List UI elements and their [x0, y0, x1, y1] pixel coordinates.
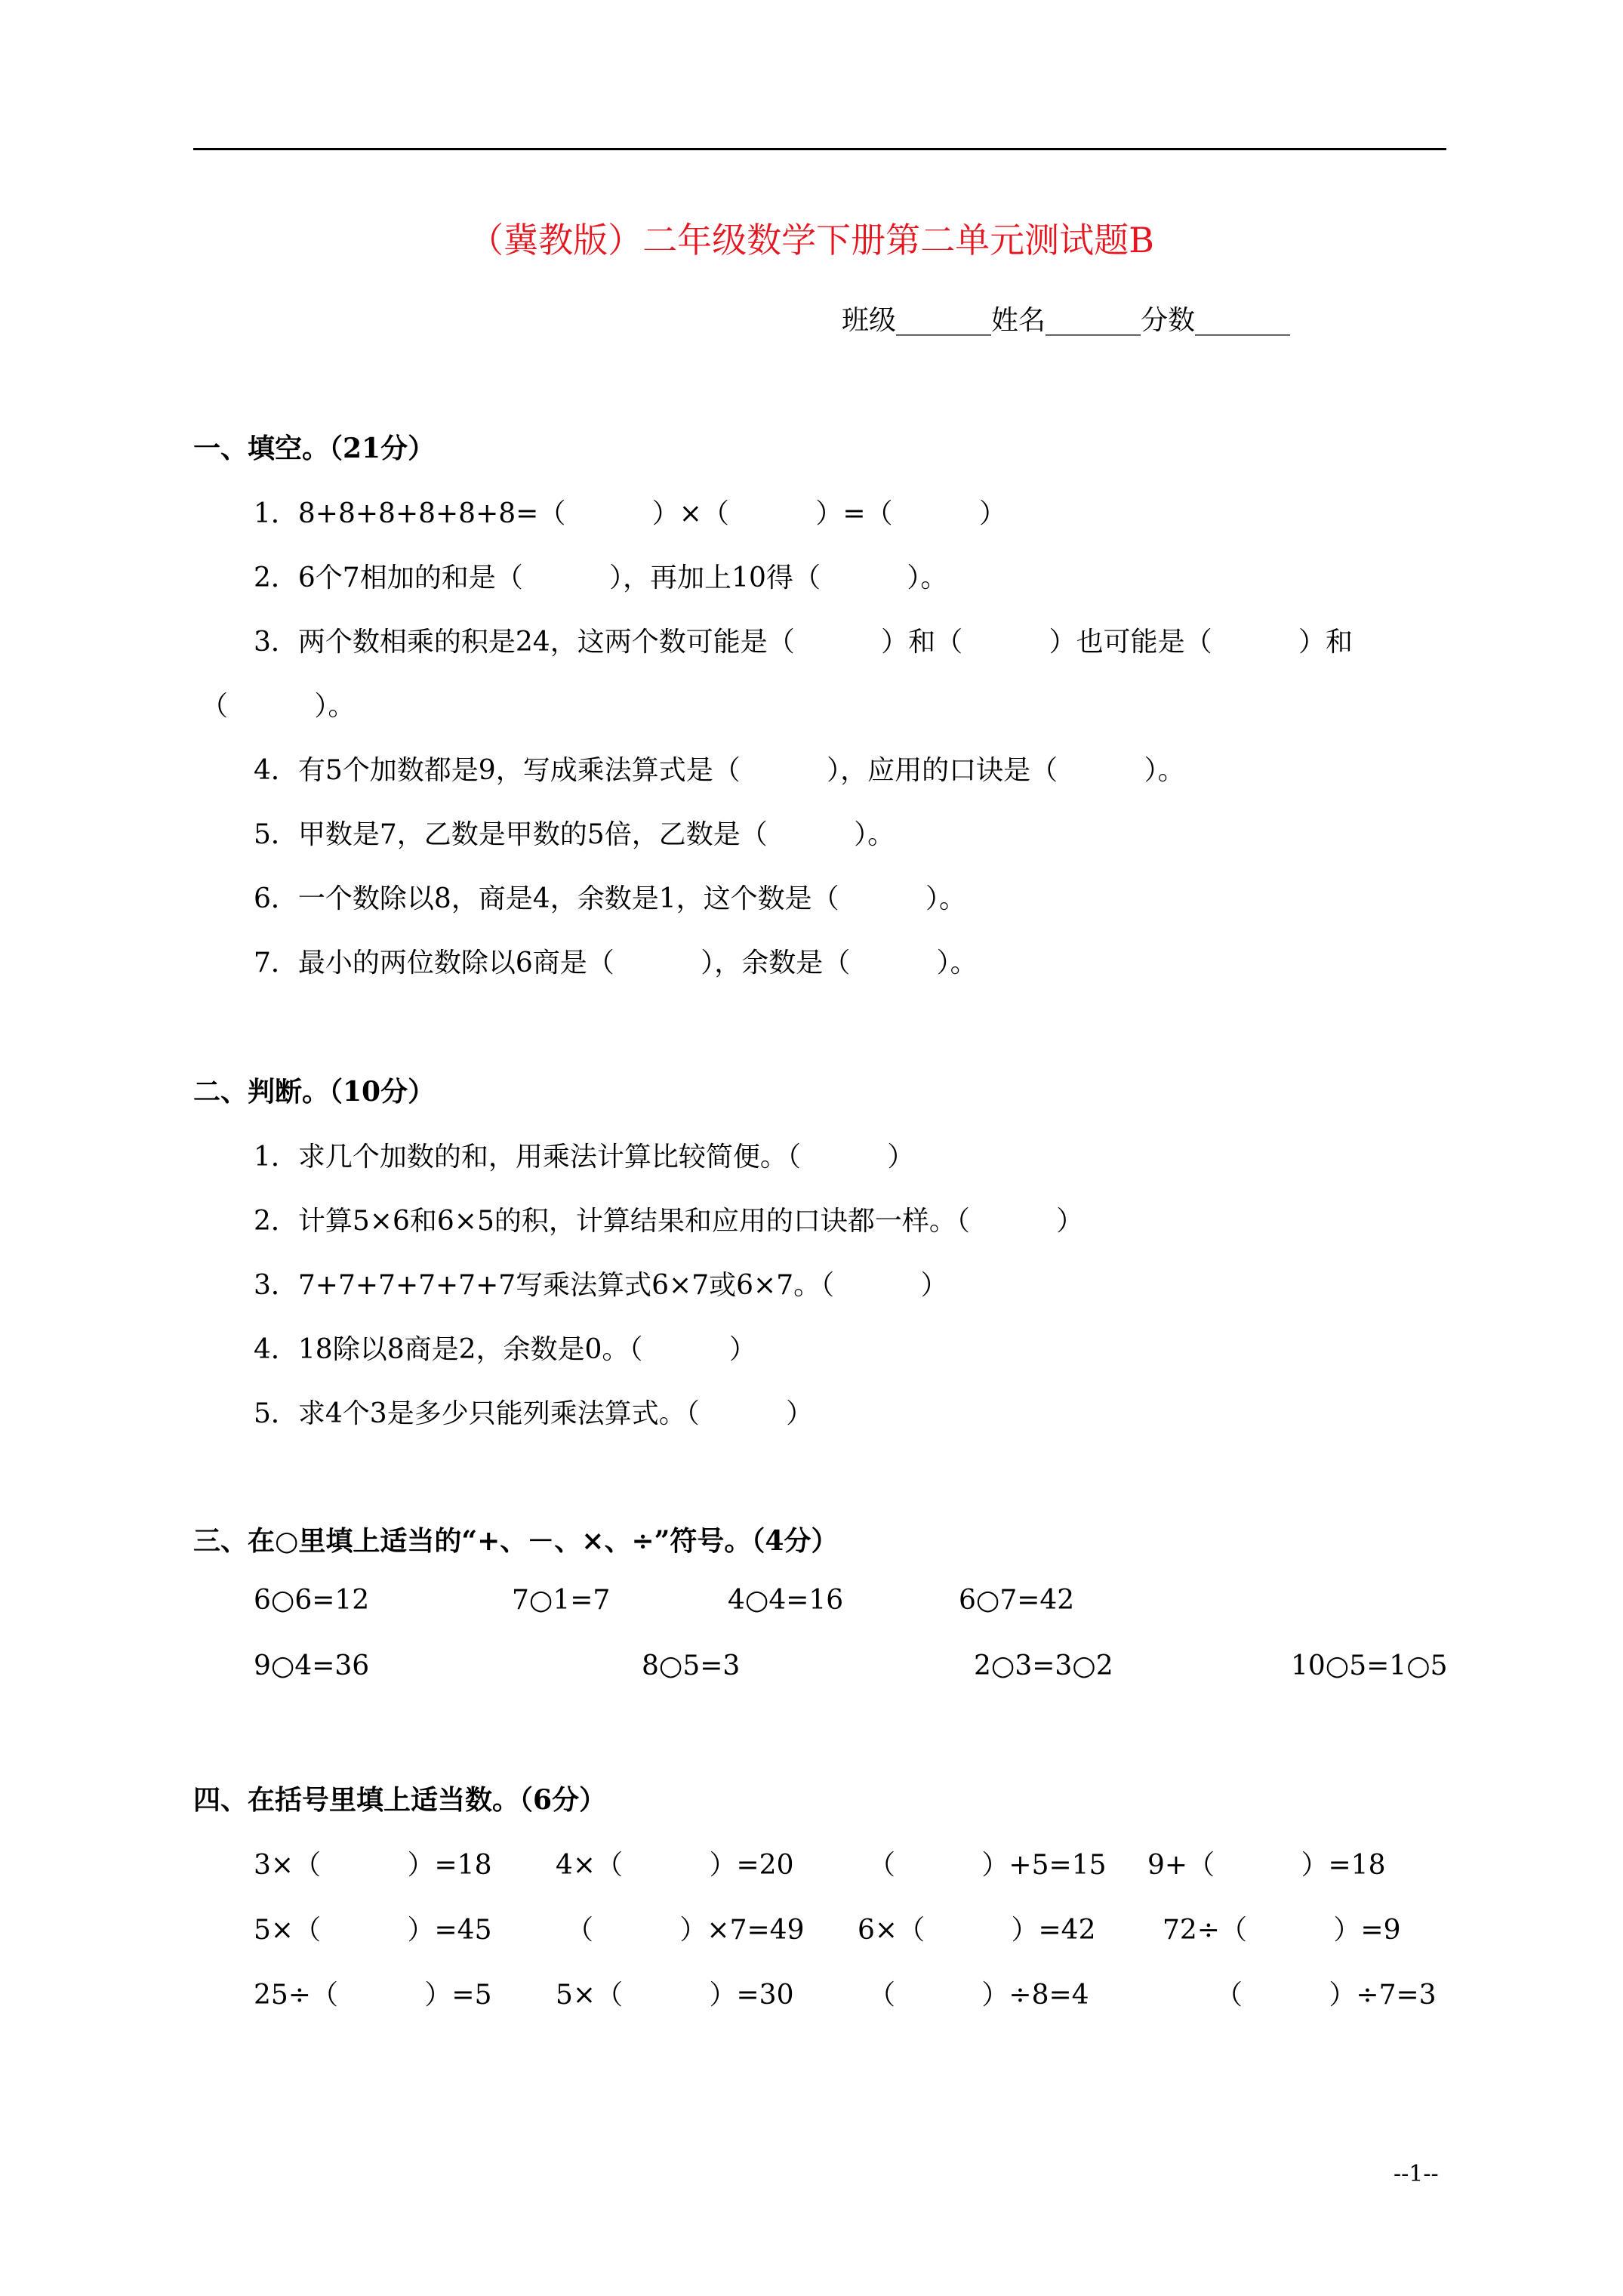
fill-blank-item: 2．6个7相加的和是（ ），再加上10得（ ）。 — [254, 562, 948, 593]
fill-blank-item-continuation: （ ）。 — [201, 691, 356, 722]
fill-number-equation: 3×（ ）=18 — [254, 1850, 492, 1881]
document-title: （冀教版）二年级数学下册第二单元测试题B — [469, 220, 1154, 260]
operator-equation: 7○1=7 — [512, 1585, 611, 1616]
fill-blank-item: 6．一个数除以8，商是4，余数是1，这个数是（ ）。 — [254, 883, 967, 914]
section-fill-blank-heading: 一、填空。（21分） — [193, 433, 436, 464]
fill-number-equation: 5×（ ）=30 — [556, 1980, 794, 2011]
fill-number-equation: （ ）+5=15 — [868, 1850, 1107, 1881]
fill-number-equation: 6×（ ）=42 — [858, 1915, 1096, 1946]
fill-number-equation: 5×（ ）=45 — [254, 1915, 492, 1946]
section-fill-number-heading: 四、在括号里填上适当数。（6分） — [193, 1784, 607, 1816]
judge-item: 1．求几个加数的和，用乘法计算比较简便。（ ） — [254, 1142, 915, 1173]
operator-equation: 6○6=12 — [254, 1585, 370, 1616]
fill-number-equation: （ ）÷7=3 — [1215, 1980, 1437, 2011]
header-rule — [193, 148, 1446, 150]
fill-blank-item: 1．8+8+8+8+8+8=（ ）×（ ）=（ ） — [254, 498, 1006, 529]
fill-number-equation: 72÷（ ）=9 — [1163, 1915, 1401, 1946]
section-judge-heading: 二、判断。（10分） — [193, 1076, 436, 1108]
student-info-line: 班级_______姓名_______分数_______ — [842, 305, 1291, 336]
fill-number-equation: 9+（ ）=18 — [1147, 1850, 1386, 1881]
fill-blank-item: 4．有5个加数都是9，写成乘法算式是（ ），应用的口诀是（ ）。 — [254, 755, 1185, 786]
judge-item: 2．计算5×6和6×5的积，计算结果和应用的口诀都一样。（ ） — [254, 1206, 1084, 1237]
operator-equation: 2○3=3○2 — [974, 1650, 1113, 1681]
fill-blank-item: 7．最小的两位数除以6商是（ ），余数是（ ）。 — [254, 948, 978, 978]
fill-blank-item: 3．两个数相乘的积是24，这两个数可能是（ ）和（ ）也可能是（ ）和 — [254, 627, 1354, 658]
fill-blank-item: 5．甲数是7，乙数是甲数的5倍，乙数是（ ）。 — [254, 819, 895, 850]
operator-equation: 10○5=1○5 — [1291, 1650, 1448, 1681]
operator-equation: 9○4=36 — [254, 1650, 370, 1681]
judge-item: 5．求4个3是多少只能列乘法算式。（ ） — [254, 1398, 814, 1429]
operator-equation: 8○5=3 — [642, 1650, 741, 1681]
operator-equation: 6○7=42 — [959, 1585, 1075, 1616]
fill-number-equation: 25÷（ ）=5 — [254, 1980, 492, 2011]
fill-number-equation: （ ）×7=49 — [566, 1915, 805, 1946]
fill-number-equation: 4×（ ）=20 — [556, 1850, 794, 1881]
fill-number-equation: （ ）÷8=4 — [868, 1980, 1089, 2011]
judge-item: 4．18除以8商是2，余数是0。（ ） — [254, 1334, 756, 1365]
operator-equation: 4○4=16 — [728, 1585, 844, 1616]
section-operator-heading: 三、在○里填上适当的“+、－、×、÷”符号。（4分） — [193, 1525, 839, 1557]
page-number: --1-- — [1394, 2161, 1439, 2187]
judge-item: 3．7+7+7+7+7+7写乘法算式6×7或6×7。（ ） — [254, 1270, 948, 1301]
